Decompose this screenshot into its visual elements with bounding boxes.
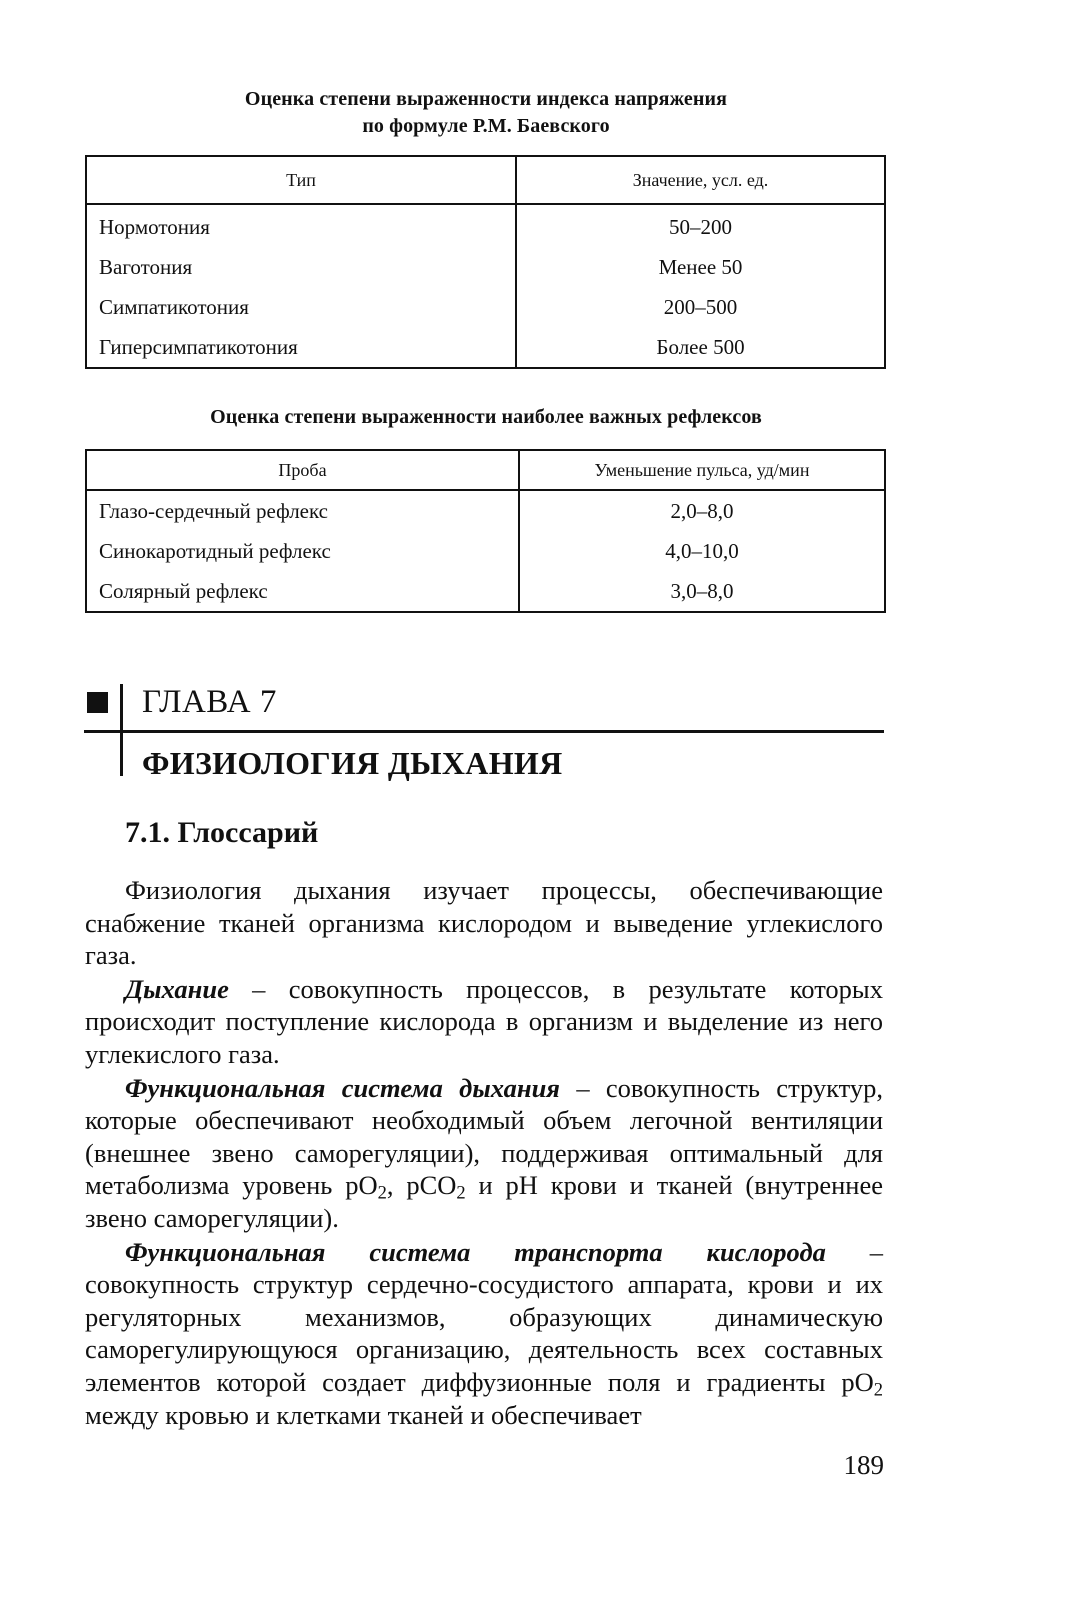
subscript: 2: [456, 1182, 466, 1204]
term: Функциональная система транспорта кислорода: [125, 1236, 826, 1267]
cell-value: Менее 50: [658, 254, 743, 279]
table-row: [86, 327, 885, 368]
paragraph: [85, 1236, 883, 1432]
definition-text: между кровью и клетками тканей и обеспечивает: [85, 1399, 642, 1430]
table-row: [86, 204, 885, 247]
cell-test: Солярный рефлекс: [86, 571, 519, 612]
table-header-row: [86, 450, 885, 490]
cell-value: 2,0–8,0: [670, 498, 734, 523]
column-header-pulse: Уменьшение пульса, уд/мин: [519, 450, 885, 490]
body-text: [85, 874, 883, 1432]
cell-test: Синокаротидный рефлекс: [86, 531, 519, 571]
definition-text: – совокупность структур, которые обеспечивают необходимый объем легочной вентиляции (внешнее звено саморегуляции), поддерживая оптимальный для метаболизма уровень pO: [85, 1072, 884, 1201]
term: Дыхание: [125, 973, 229, 1004]
cell-type: Нормотония: [86, 204, 516, 247]
baevsky-index-table: [85, 155, 886, 369]
paragraph-text: Физиология дыхания изучает процессы, обеспечивающие снабжение тканей организма кислородом и выведение углекислого газа.: [85, 875, 883, 971]
cell-test: Глазо-сердечный рефлекс: [86, 490, 519, 531]
paragraph: [85, 973, 883, 1071]
cell-value: 4,0–10,0: [665, 538, 739, 563]
page-number: 189: [843, 1450, 884, 1480]
table1-caption-line1: Оценка степени выраженности индекса напряжения: [244, 88, 728, 110]
subscript: 2: [377, 1182, 387, 1204]
section-title: 7.1. Глоссарий: [125, 816, 319, 849]
paragraph: [85, 874, 883, 972]
chapter-square-icon: [87, 692, 108, 713]
table-header-row: [86, 156, 885, 204]
cell-type: Ваготония: [86, 247, 516, 287]
definition-text: и pH крови и тканей (внутреннее звено саморегуляции).: [85, 1170, 883, 1233]
column-header-test: Проба: [86, 450, 519, 490]
cell-type: Симпатикотония: [86, 287, 516, 327]
table2-caption: [86, 404, 886, 431]
table-row: [86, 490, 885, 531]
cell-value: Более 500: [656, 334, 745, 359]
cell-value: 50–200: [669, 214, 732, 239]
definition-text: – совокупность структур сердечно-сосудистого аппарата, крови и их регуляторных механизмов, образующих динамическую саморегулирующуюся организацию, деятельность всех составных элементов которой создает диффузионные поля и градиенты pO: [85, 1236, 883, 1397]
chapter-title: ФИЗИОЛОГИЯ ДЫХАНИЯ: [142, 745, 563, 781]
definition-text: , pCO: [386, 1170, 457, 1201]
cell-type: Гиперсимпатикотония: [86, 327, 516, 368]
table-row: [86, 571, 885, 612]
table-row: [86, 531, 885, 571]
table-row: [86, 287, 885, 327]
cell-value: 3,0–8,0: [670, 578, 734, 603]
chapter-label: ГЛАВА 7: [142, 684, 277, 720]
paragraph: [85, 1072, 883, 1235]
definition-text: – совокупность процессов, в результате которых происходит поступление кислорода в организм и выделение из него углекислого газа.: [85, 973, 883, 1069]
table2-caption-text: Оценка степени выраженности наиболее важных рефлексов: [210, 406, 762, 428]
table-row: [86, 247, 885, 287]
subscript: 2: [873, 1379, 883, 1401]
chapter-horizontal-rule: [84, 730, 884, 733]
column-header-type: Тип: [86, 156, 516, 204]
cell-value: 200–500: [663, 294, 738, 319]
term: Функциональная система дыхания: [125, 1072, 560, 1103]
table1-caption-line2: по формуле Р.М. Баевского: [362, 115, 610, 137]
table1-caption: [86, 86, 886, 140]
column-header-value: Значение, усл. ед.: [516, 156, 885, 204]
reflex-table: [85, 449, 886, 613]
